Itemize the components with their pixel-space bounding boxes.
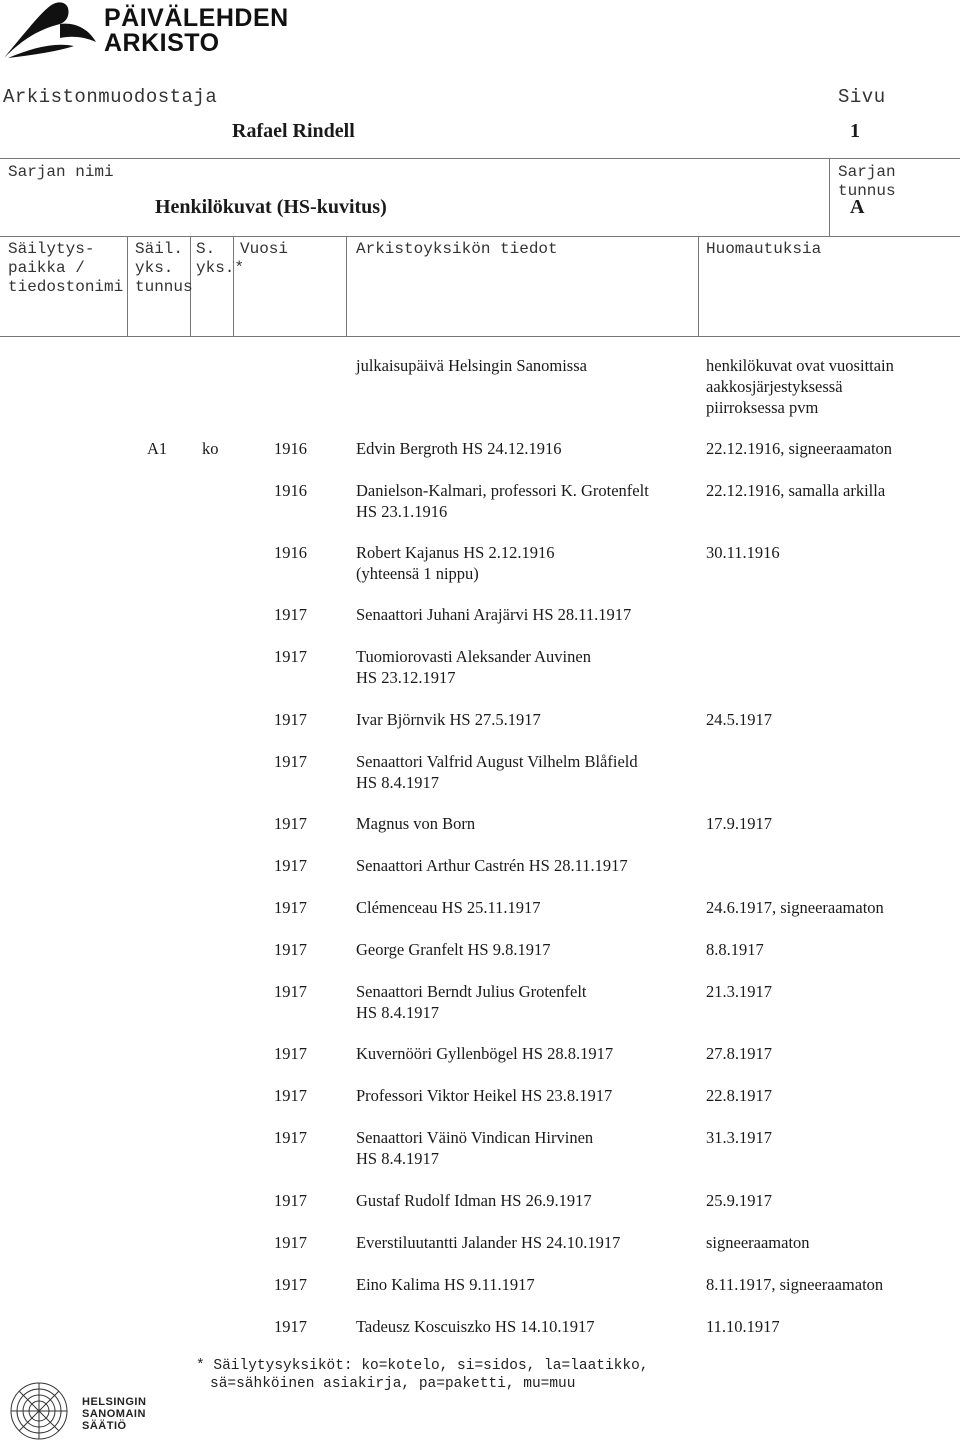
row-vuosi: 1917 [274, 898, 307, 917]
column-s-yks: S. yks.* [196, 240, 245, 277]
sivu-label: Sivu [838, 86, 886, 108]
row-tiedot-line: HS 23.12.1917 [356, 668, 456, 687]
row-vuosi: 1917 [274, 1191, 307, 1210]
row-huomautuksia: 22.12.1916, signeeraamaton [706, 439, 893, 458]
row-tiedot [356, 1127, 593, 1169]
arkistonmuodostaja-value: Rafael Rindell [232, 120, 355, 142]
row-tiedot-line: Eino Kalima HS 9.11.1917 [356, 1275, 535, 1294]
row-tiedot-line: Edvin Bergroth HS 24.12.1916 [356, 439, 562, 458]
column-sailytyspaikka: Säilytys- paikka / tiedostonimi [8, 240, 124, 296]
row-tiedot [356, 751, 638, 793]
intro-huomautuksia: henkilökuvat ovat vuosittain aakkosjärjestyksessä piirroksessa pvm [706, 356, 894, 417]
row-vuosi: 1917 [274, 1275, 307, 1294]
row-tiedot-line: Robert Kajanus HS 2.12.1916 [356, 543, 555, 562]
column-arkistoyksikon-tiedot: Arkistoyksikön tiedot [356, 240, 558, 258]
row-tiedot [356, 981, 587, 1023]
row-tiedot-line: HS 8.4.1917 [356, 1003, 439, 1022]
row-tiedot [356, 480, 649, 522]
row-vuosi: 1917 [274, 647, 307, 666]
row-tiedot-line: Kuvernööri Gyllenbögel HS 28.8.1917 [356, 1044, 614, 1063]
row-vuosi: 1916 [274, 543, 307, 562]
row-tiedot-line: Magnus von Born [356, 814, 476, 833]
row-huomautuksia: 27.8.1917 [706, 1044, 772, 1063]
helsingin-sanomain-saatio-logo: HELSINGIN SANOMAIN SÄÄTIÖ [82, 1396, 147, 1432]
divider [0, 158, 960, 159]
footnote-line-2: sä=sähköinen asiakirja, pa=paketti, mu=muu [210, 1376, 576, 1392]
row-tiedot-line: Tuomiorovasti Aleksander Auvinen [356, 647, 591, 666]
row-tiedot-line: Professori Viktor Heikel HS 23.8.1917 [356, 1086, 613, 1105]
intro-tiedot: julkaisupäivä Helsingin Sanomissa [356, 356, 587, 375]
row-tunnus: A1 [147, 439, 168, 458]
page-number: 1 [850, 120, 860, 142]
row-tiedot-line: (yhteensä 1 nippu) [356, 564, 479, 583]
footnote-star: * [196, 1358, 205, 1374]
row-vuosi: 1917 [274, 814, 307, 833]
row-tiedot [356, 1190, 592, 1211]
logo-line-1: PÄIVÄLEHDEN [104, 4, 289, 32]
row-huomautuksia: 22.8.1917 [706, 1086, 772, 1105]
arkistonmuodostaja-label: Arkistonmuodostaja [3, 86, 218, 108]
row-huomautuksia: 21.3.1917 [706, 982, 772, 1001]
row-vuosi: 1917 [274, 982, 307, 1001]
row-vuosi: 1917 [274, 1128, 307, 1147]
row-vuosi: 1916 [274, 439, 307, 458]
logo-line-2: ARKISTO [104, 29, 220, 57]
paivalehden-arkisto-logo-mark [2, 2, 98, 65]
row-tiedot-line: HS 23.1.1916 [356, 502, 448, 521]
sarjan-tunnus-value: A [850, 196, 865, 218]
row-vuosi: 1917 [274, 1233, 307, 1252]
footnote-line-1: Säilytysyksiköt: ko=kotelo, si=sidos, la=laatikko, [213, 1358, 649, 1374]
row-tiedot [356, 1316, 595, 1337]
row-tiedot-line: Tadeusz Koscuiszko HS 14.10.1917 [356, 1317, 595, 1336]
row-huomautuksia: 17.9.1917 [706, 814, 772, 833]
sarjan-nimi-label: Sarjan nimi [8, 163, 114, 181]
row-huomautuksia: 30.11.1916 [706, 543, 780, 562]
row-tiedot-line: HS 8.4.1917 [356, 1149, 439, 1168]
row-tiedot [356, 438, 562, 459]
row-huomautuksia: signeeraamaton [706, 1233, 810, 1252]
row-tiedot [356, 1043, 613, 1064]
divider [698, 236, 699, 336]
row-huomautuksia: 25.9.1917 [706, 1191, 772, 1210]
row-vuosi: 1916 [274, 481, 307, 500]
row-tiedot-line: Ivar Björnvik HS 27.5.1917 [356, 710, 541, 729]
row-tiedot [356, 604, 631, 625]
row-tiedot [356, 1232, 620, 1253]
row-tiedot [356, 939, 550, 960]
row-huomautuksia: 8.8.1917 [706, 940, 764, 959]
row-vuosi: 1917 [274, 1317, 307, 1336]
sarjan-tunnus-label: Sarjan tunnus [838, 163, 896, 200]
row-tiedot [356, 646, 591, 688]
row-tiedot [356, 897, 541, 918]
divider [829, 158, 830, 236]
row-huomautuksia: 31.3.1917 [706, 1128, 772, 1147]
footnote [196, 1357, 648, 1393]
row-tiedot-line: Senaattori Valfrid August Vilhelm Blåfield [356, 752, 638, 771]
row-tiedot-line: Senaattori Väinö Vindican Hirvinen [356, 1128, 594, 1147]
row-sailytysyksikko: ko [202, 439, 219, 458]
row-huomautuksia: 22.12.1916, samalla arkilla [706, 481, 886, 500]
column-vuosi: Vuosi [240, 240, 289, 258]
column-huomautuksia: Huomautuksia [706, 240, 822, 258]
row-tiedot [356, 542, 554, 584]
row-tiedot-line: Clémenceau HS 25.11.1917 [356, 898, 541, 917]
helsingin-sanomain-saatio-logo-icon [4, 1376, 74, 1451]
row-vuosi: 1917 [274, 940, 307, 959]
row-vuosi: 1917 [274, 605, 307, 624]
row-tiedot-line: Danielson-Kalmari, professori K. Grotenfelt [356, 481, 649, 500]
row-tiedot [356, 1274, 535, 1295]
row-vuosi: 1917 [274, 856, 307, 875]
row-vuosi: 1917 [274, 1086, 307, 1105]
row-tiedot-line: Senaattori Juhani Arajärvi HS 28.11.1917 [356, 605, 632, 624]
paivalehden-arkisto-logo [104, 6, 289, 56]
row-vuosi: 1917 [274, 710, 307, 729]
row-tiedot-line: HS 8.4.1917 [356, 773, 439, 792]
row-huomautuksia: 11.10.1917 [706, 1317, 780, 1336]
row-tiedot-line: George Granfelt HS 9.8.1917 [356, 940, 551, 959]
sarjan-nimi-value: Henkilökuvat (HS-kuvitus) [155, 196, 387, 218]
divider [127, 236, 128, 336]
row-vuosi: 1917 [274, 1044, 307, 1063]
row-tiedot-line: Gustaf Rudolf Idman HS 26.9.1917 [356, 1191, 592, 1210]
column-sail-yks-tunnus: Säil. yks. tunnus [135, 240, 193, 296]
row-tiedot-line: Everstiluutantti Jalander HS 24.10.1917 [356, 1233, 621, 1252]
row-tiedot-line: Senaattori Berndt Julius Grotenfelt [356, 982, 587, 1001]
row-tiedot [356, 709, 541, 730]
divider [0, 236, 960, 237]
divider [0, 336, 960, 337]
divider [346, 236, 347, 336]
row-tiedot [356, 855, 628, 876]
row-tiedot [356, 813, 475, 834]
row-tiedot-line: Senaattori Arthur Castrén HS 28.11.1917 [356, 856, 628, 875]
row-huomautuksia: 24.5.1917 [706, 710, 772, 729]
row-vuosi: 1917 [274, 752, 307, 771]
row-huomautuksia: 8.11.1917, signeeraamaton [706, 1275, 884, 1294]
row-huomautuksia: 24.6.1917, signeeraamaton [706, 898, 884, 917]
row-tiedot [356, 1085, 612, 1106]
